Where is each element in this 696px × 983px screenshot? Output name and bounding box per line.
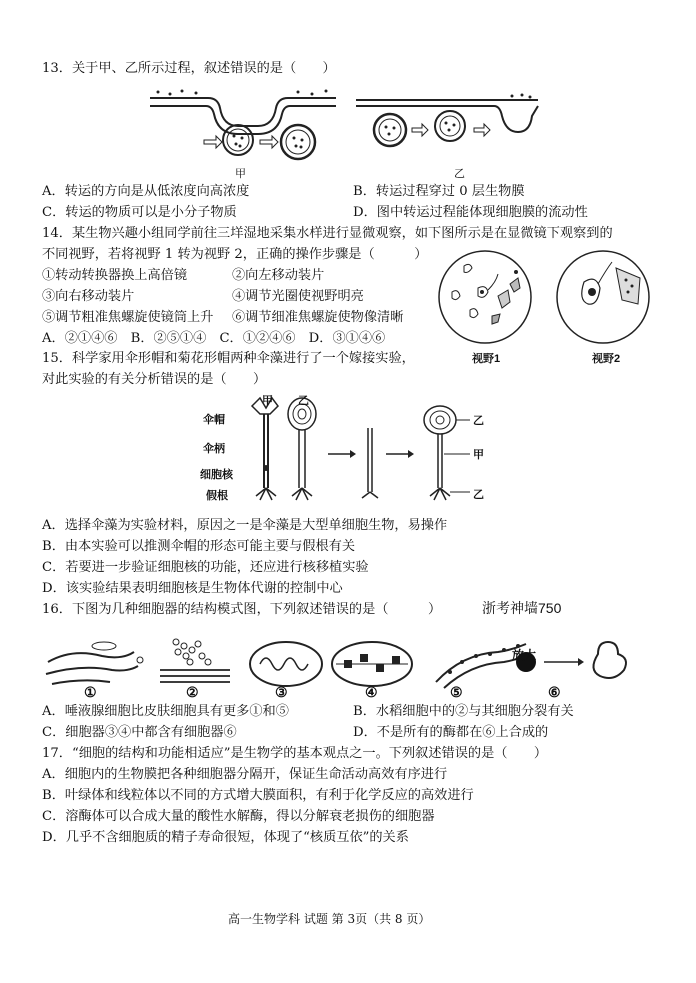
q14-view2-label: 视野2 — [592, 353, 621, 365]
q15-option-a: A．选择伞藻为实验材料，原因之一是伞藻是大型单细胞生物，易操作 — [42, 518, 448, 533]
q13-option-a: A．转运的方向是从低浓度向高浓度 — [42, 184, 250, 199]
q17-option-d: D．几乎不含细胞质的精子寿命很短，体现了“核质互依”的关系 — [42, 830, 409, 845]
page-footer: 高一生物学科 试题 第 3页（共 8 页） — [228, 912, 431, 926]
q15-label-yi-top: 乙 — [298, 395, 309, 407]
q16-option-b: B．水稻细胞中的②与其细胞分裂有关 — [353, 704, 574, 719]
q16-number-3: ③ — [275, 684, 288, 700]
q13-option-b: B．转运过程穿过 0 层生物膜 — [353, 184, 525, 199]
q15-label-right-yi2: 乙 — [473, 489, 484, 501]
q15-stem-line2: 对此实验的有关分析错误的是（ ） — [42, 372, 267, 387]
q15-label-cap: 伞帽 — [203, 414, 225, 426]
q14-options: A．②①④⑥ B．②⑤①④ C．①②④⑥ D．③①④⑥ — [42, 331, 386, 346]
q16-watermark: 浙考神墙750 — [482, 600, 562, 616]
q16-number-4: ④ — [365, 684, 378, 700]
q14-step-4: ④调节光圈使视野明亮 — [232, 289, 364, 304]
q15-stem-line1: 15．科学家用伞形帽和菊花形帽两种伞藻进行了一个嫁接实验， — [42, 351, 415, 366]
q16-option-a: A．唾液腺细胞比皮肤细胞具有更多①和⑤ — [42, 704, 289, 719]
q13-label-jia: 甲 — [235, 167, 246, 180]
q14-view1-figure — [436, 248, 534, 346]
q16-option-c: C．细胞器③④中都含有细胞器⑥ — [42, 725, 237, 740]
q13-option-d: D．图中转运过程能体现细胞膜的流动性 — [353, 205, 588, 220]
q17-option-c: C．溶酶体可以合成大量的酸性水解酶，得以分解衰老损伤的细胞器 — [42, 809, 435, 824]
q16-label-enlarge: 放大 — [512, 648, 537, 662]
q16-organelles-figure — [42, 634, 632, 690]
q14-view1-label: 视野1 — [472, 353, 501, 365]
q15-label-right-jia: 甲 — [473, 449, 484, 461]
q13-option-c: C．转运的物质可以是小分子物质 — [42, 205, 237, 220]
q14-stem-line2: 不同视野，若将视野 1 转为视野 2，正确的操作步骤是（ ） — [42, 247, 428, 262]
q16-stem: 16．下图为几种细胞器的结构模式图，下列叙述错误的是（ ） — [42, 602, 442, 617]
q16-number-1: ① — [84, 684, 97, 700]
q17-stem: 17．“细胞的结构和功能相适应”是生物学的基本观点之一。下列叙述错误的是（ ） — [42, 746, 548, 761]
q15-option-d: D．该实验结果表明细胞核是生物体代谢的控制中心 — [42, 581, 343, 596]
q14-stem-line1: 14．某生物兴趣小组同学前往三垟湿地采集水样进行显微观察，如下图所示是在显微镜下观察到的 — [42, 226, 613, 241]
q16-number-5: ⑤ — [450, 684, 463, 700]
q17-option-b: B．叶绿体和线粒体以不同的方式增大膜面积，有利于化学反应的高效进行 — [42, 788, 474, 803]
q15-label-jia-top: 甲 — [262, 395, 273, 407]
q13-stem: 13．关于甲、乙所示过程，叙述错误的是（ ） — [42, 61, 336, 76]
q13-label-yi: 乙 — [454, 167, 465, 180]
q14-step-3: ③向右移动装片 — [42, 289, 135, 304]
q15-label-nucleus: 细胞核 — [200, 469, 233, 481]
q14-step-6: ⑥调节细准焦螺旋使物像清晰 — [232, 310, 404, 325]
q13-figure-jia — [148, 88, 338, 168]
q16-option-d: D．不是所有的酶都在⑥上合成的 — [353, 725, 549, 740]
q14-view2-figure — [554, 248, 652, 346]
q14-step-5: ⑤调节粗准焦螺旋使镜筒上升 — [42, 310, 214, 325]
q15-label-stalk: 伞柄 — [203, 443, 225, 455]
q15-option-c: C．若要进一步验证细胞核的功能，还应进行核移植实验 — [42, 560, 369, 575]
q17-option-a: A．细胞内的生物膜把各种细胞器分隔开，保证生命活动高效有序进行 — [42, 767, 448, 782]
q16-number-6: ⑥ — [548, 684, 561, 700]
q15-option-b: B．由本实验可以推测伞帽的形态可能主要与假根有关 — [42, 539, 356, 554]
q13-figure-yi — [354, 92, 540, 158]
q15-label-rhizoid: 假根 — [206, 490, 228, 502]
q16-number-2: ② — [186, 684, 199, 700]
q14-step-1: ①转动转换器换上高倍镜 — [42, 268, 188, 283]
q15-acetabularia-figure — [200, 392, 500, 504]
q15-label-right-yi1: 乙 — [473, 415, 484, 427]
q14-step-2: ②向左移动装片 — [232, 268, 325, 283]
